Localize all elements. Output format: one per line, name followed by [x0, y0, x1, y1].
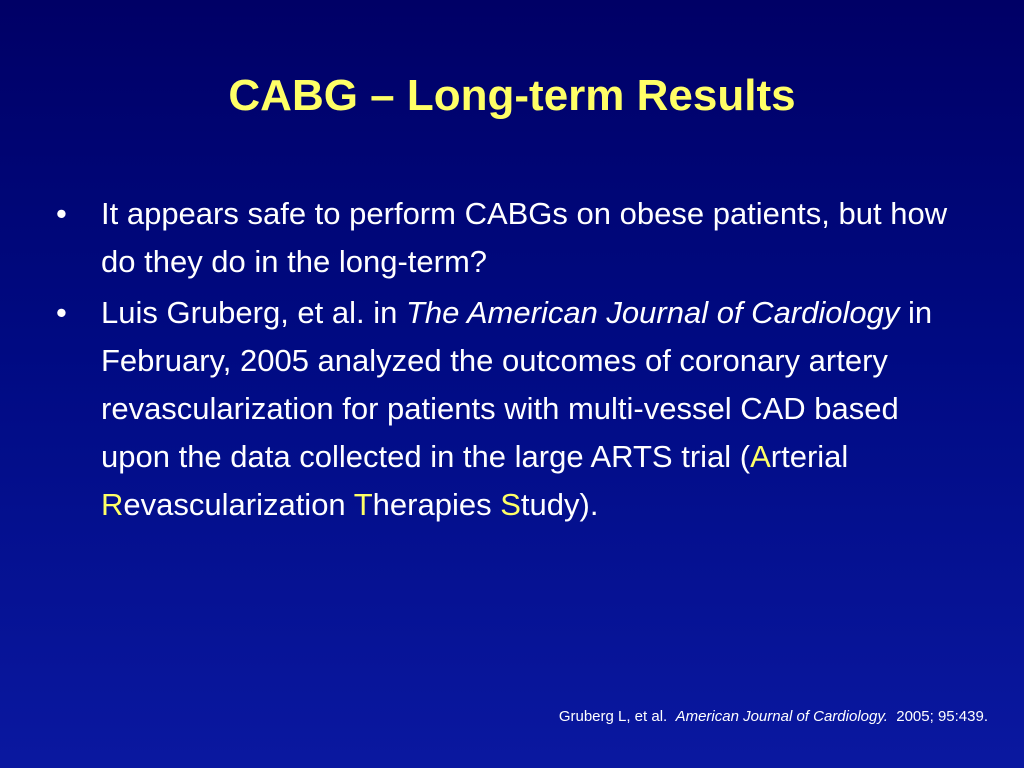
bullet-text: It appears safe to perform CABGs on obese patients, but how do they do in the long-term? — [101, 196, 948, 279]
bullet-item — [56, 289, 976, 529]
acronym-rest: tudy — [520, 487, 580, 522]
bullet-text-lead: Luis Gruberg, et al. in — [101, 295, 406, 330]
citation-authors: Gruberg L, et al. — [558, 708, 668, 725]
citation-ref: 2005; 95:439. — [896, 708, 988, 725]
bullet-icon: • — [56, 196, 67, 231]
acronym-initial: S — [500, 487, 521, 522]
acronym-rest: rterial — [770, 439, 849, 474]
acronym-initial: T — [353, 487, 373, 522]
bullet-list — [56, 190, 976, 532]
citation-journal: American Journal of Cardiology. — [675, 708, 888, 725]
bullet-item — [56, 190, 976, 286]
journal-name: The American Journal of Cardiology — [406, 295, 900, 330]
acronym-rest: herapies — [372, 487, 501, 522]
citation — [559, 706, 988, 728]
bullet-icon: • — [56, 295, 67, 330]
acronym-initial: A — [750, 439, 771, 474]
bullet-text-end: ). — [579, 487, 599, 522]
acronym-initial: R — [101, 487, 124, 522]
slide-title: CABG – Long-term Results — [228, 71, 796, 120]
bullet-text-body: in February, 2005 analyzed the outcomes of coronary artery revascularization for patients with multi-vessel CAD based upon the data collected in the large ARTS trial ( — [101, 295, 933, 474]
acronym-rest: evascularization — [123, 487, 354, 522]
